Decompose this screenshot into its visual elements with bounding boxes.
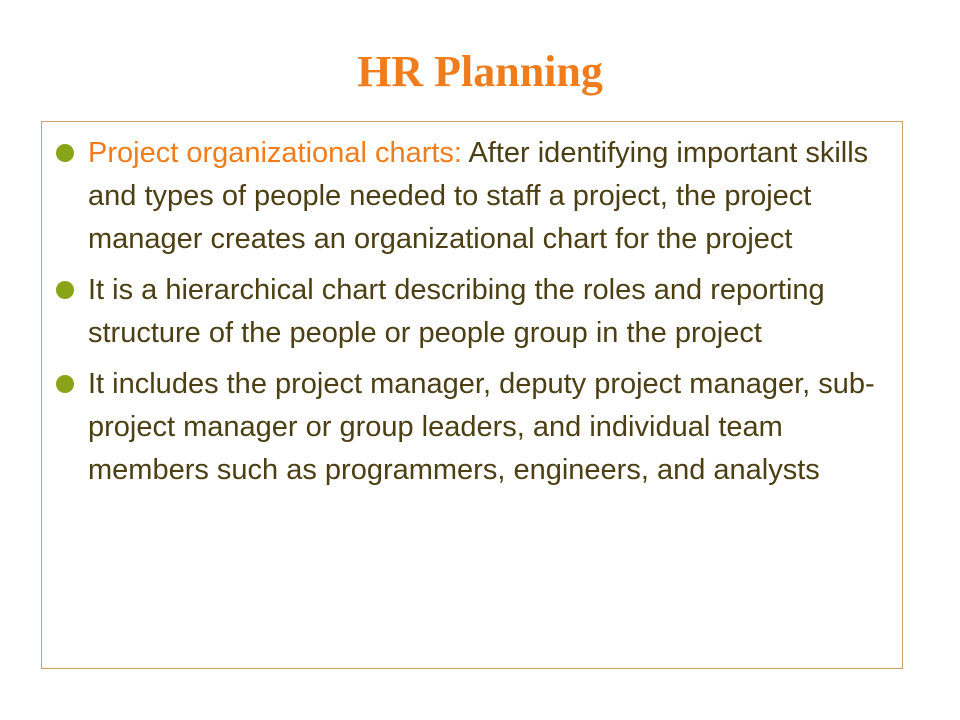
- bullet-text: It includes the project manager, deputy project manager, sub-project manager or group leaders, and individual team members such as programmers, engineers, and analysts: [88, 368, 875, 486]
- bullet-dot-icon: [56, 144, 74, 162]
- bullet-dot-icon: [56, 281, 74, 299]
- bullet-item: [42, 363, 902, 492]
- bullet-text: After identifying important skills and types of people needed to staff a project, the project manager creates an organizational chart for the project: [88, 137, 869, 255]
- bullet-item: [42, 132, 902, 261]
- slide-title: HR Planning: [357, 47, 603, 96]
- bullet-dot-icon: [56, 375, 74, 393]
- bullet-list: [42, 132, 902, 500]
- bullet-text: It is a hierarchical chart describing the roles and reporting structure of the people or people group in the project: [88, 274, 825, 349]
- content-box: [41, 121, 903, 669]
- bullet-item: [42, 269, 902, 355]
- bullet-lead: Project organizational charts:: [88, 137, 462, 169]
